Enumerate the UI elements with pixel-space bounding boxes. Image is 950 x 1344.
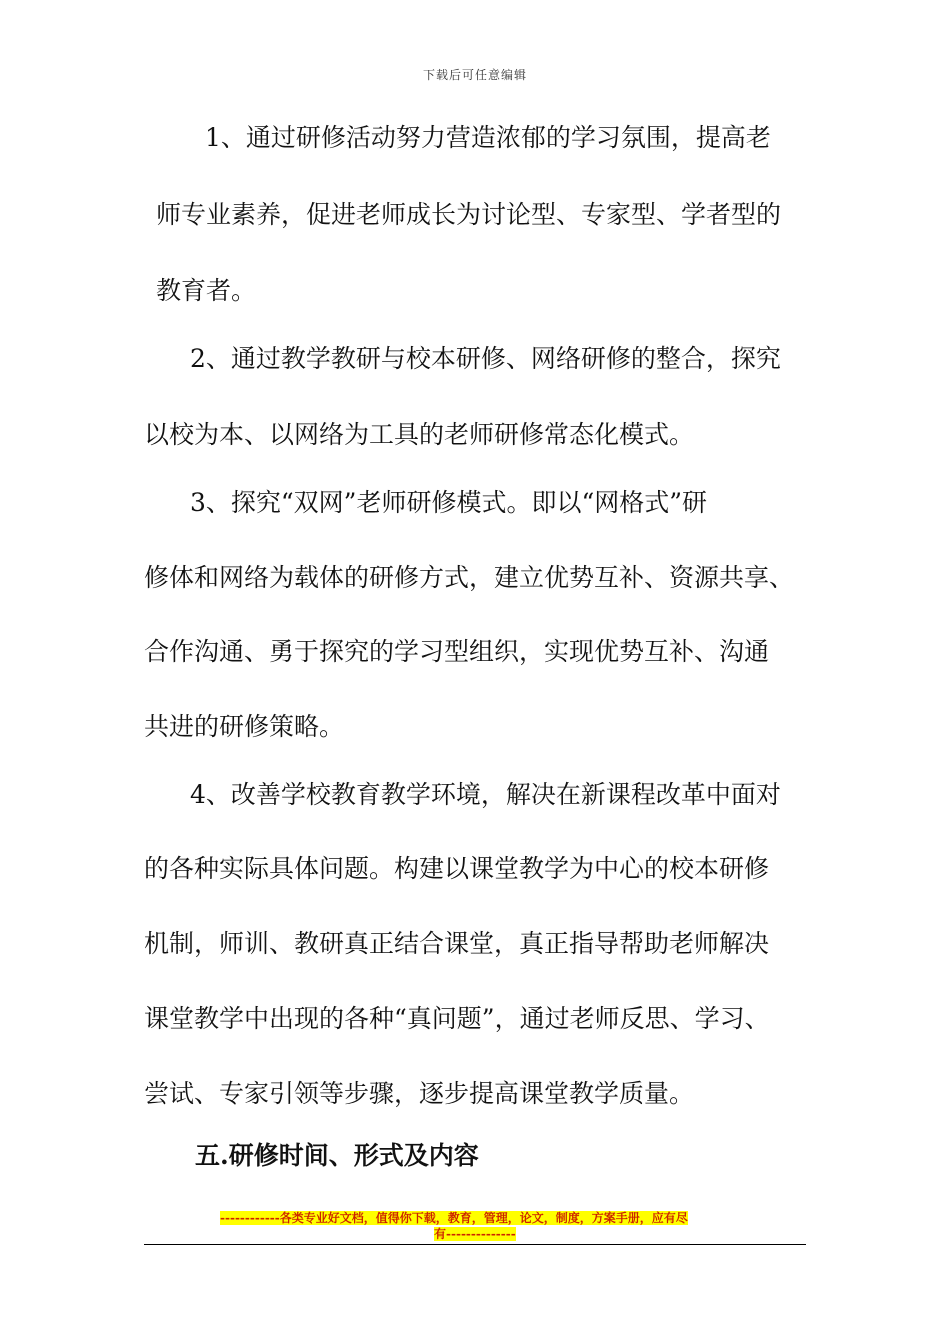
body-line: 的各种实际具体问题。构建以课堂教学为中心的校本研修 [144,854,770,883]
footer-banner-line-2: 有-------------- [434,1227,516,1241]
footer-divider [144,1244,806,1245]
body-line: 机制，师训、教研真正结合课堂，真正指导帮助老师解决 [144,929,770,958]
footer-banner [220,1210,780,1242]
body-line: 4、改善学校教育教学环境，解决在新课程改革中面对 [190,780,781,809]
section-heading: 五.研修时间、形式及内容 [195,1141,479,1170]
body-line: 3、探究“双网”老师研修模式。即以“网格式”研 [190,488,708,517]
body-line: 修体和网络为载体的研修方式，建立优势互补、资源共享、 [144,563,795,592]
body-line: 师专业素养，促进老师成长为讨论型、专家型、学者型的 [156,200,782,229]
body-line: 2、通过教学教研与校本研修、网络研修的整合，探究 [190,344,781,373]
body-line: 1、通过研修活动努力营造浓郁的学习氛围，提高老 [205,123,771,152]
body-line: 合作沟通、勇于探究的学习型组织，实现优势互补、沟通 [144,637,770,666]
body-line: 课堂教学中出现的各种“真问题”，通过老师反思、学习、 [144,1004,770,1033]
body-line: 共进的研修策略。 [144,712,345,741]
body-line: 教育者。 [156,276,257,305]
body-line: 尝试、专家引领等步骤，逐步提高课堂教学质量。 [144,1079,695,1108]
body-line: 以校为本、以网络为工具的老师研修常态化模式。 [144,420,695,449]
page-header-note: 下载后可任意编辑 [422,68,527,82]
footer-banner-line-1: ------------各类专业好文档，值得你下载，教育，管理，论文，制度，方案手册，应有尽 [220,1211,688,1225]
